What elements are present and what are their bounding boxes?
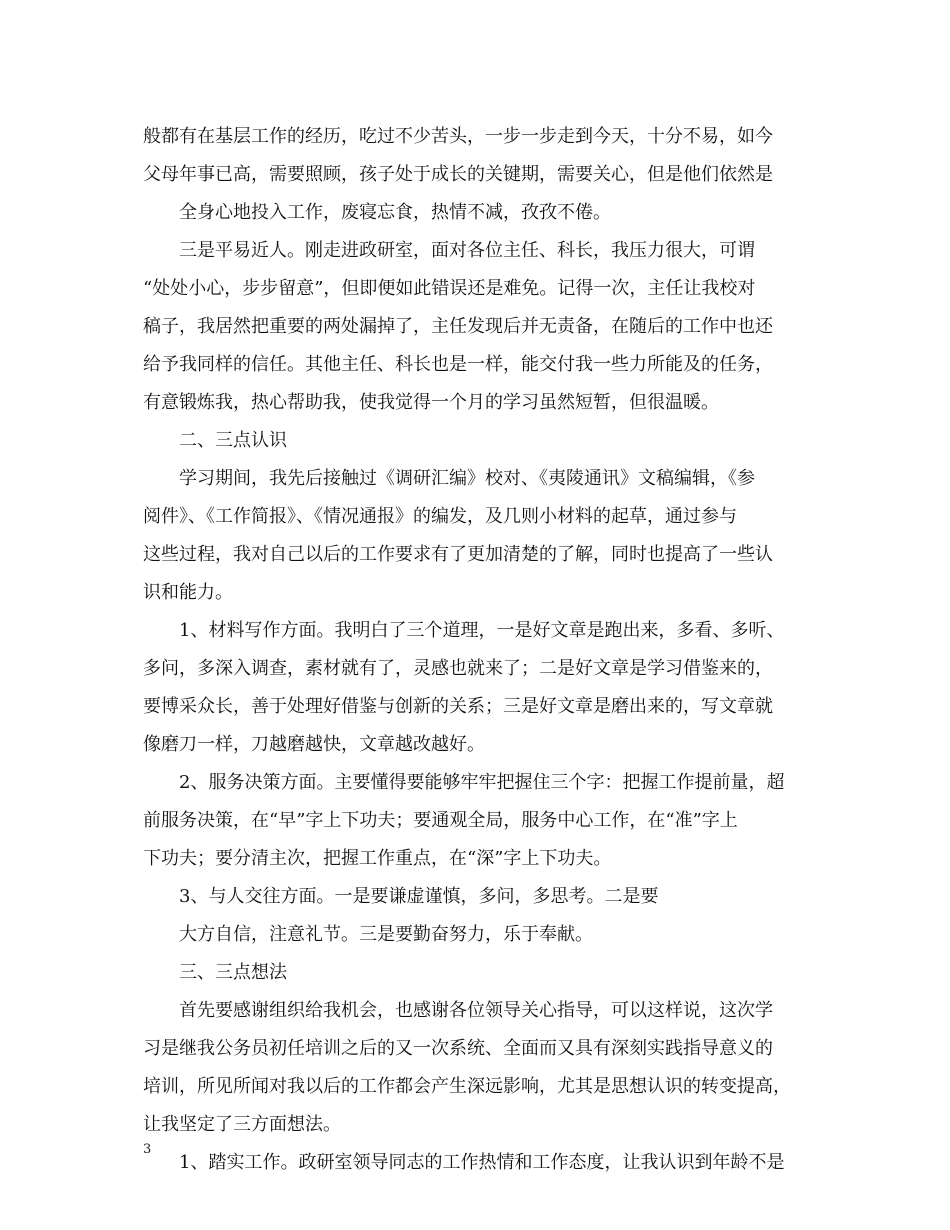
text-line: 要博采众长，善于处理好借鉴与创新的关系；三是好文章是磨出来的，写文章就 — [143, 696, 773, 717]
text-line: 阅件》、《工作简报》、《情况通报》的编发，及几则小材料的起草，通过参与 — [143, 506, 737, 527]
text-line: 3、与人交往方面。一是要谦虚谨慎，多问，多思考。二是要 — [179, 886, 659, 907]
text-line: 大方自信，注意礼节。三是要勤奋努力，乐于奉献。 — [179, 924, 593, 945]
text-line: 有意锻炼我，热心帮助我，使我觉得一个月的学习虽然短暂，但很温暖。 — [143, 392, 719, 413]
text-line: 1、材料写作方面。我明白了三个道理，一是好文章是跑出来，多看、多听、 — [179, 620, 785, 641]
text-line: 般都有在基层工作的经历，吃过不少苦头，一步一步走到今天，十分不易，如今 — [143, 126, 773, 147]
text-line: 像磨刀一样，刀越磨越快，文章越改越好。 — [143, 734, 485, 755]
text-line: 学习期间，我先后接触过《调研汇编》校对、《夷陵通讯》文稿编辑，《参 — [179, 468, 755, 489]
section-heading: 二、三点认识 — [179, 430, 287, 451]
text-line: 2、服务决策方面。主要懂得要能够牢牢把握住三个字：把握工作提前量，超 — [179, 772, 785, 793]
text-line: 1、踏实工作。政研室领导同志的工作热情和工作态度，让我认识到年龄不是 — [179, 1152, 785, 1173]
text-line: 习是继我公务员初任培训之后的又一次系统、全面而又具有深刻实践指导意义的 — [143, 1038, 773, 1059]
text-line: 全身心地投入工作，废寝忘食，热情不减，孜孜不倦。 — [179, 202, 611, 223]
text-line: 稿子，我居然把重要的两处漏掉了，主任发现后并无责备，在随后的工作中也还 — [143, 316, 773, 337]
text-line: 这些过程，我对自己以后的工作要求有了更加清楚的了解，同时也提高了一些认 — [143, 544, 773, 565]
document-body — [143, 118, 823, 1182]
text-line: 父母年事已高，需要照顾，孩子处于成长的关键期，需要关心，但是他们依然是 — [143, 164, 773, 185]
text-line: 让我坚定了三方面想法。 — [143, 1114, 341, 1135]
text-line: 识和能力。 — [143, 582, 233, 603]
text-line: “处处小心，步步留意”，但即便如此错误还是难免。记得一次，主任让我校对 — [143, 278, 756, 299]
text-line: 培训，所见所闻对我以后的工作都会产生深远影响，尤其是思想认识的转变提高， — [143, 1076, 791, 1097]
text-line: 首先要感谢组织给我机会，也感谢各位领导关心指导，可以这样说，这次学 — [179, 1000, 773, 1021]
section-heading: 三、三点想法 — [179, 962, 287, 983]
text-line: 下功夫；要分清主次，把握工作重点，在“深”字上下功夫。 — [143, 848, 612, 869]
text-line: 三是平易近人。刚走进政研室，面对各位主任、科长，我压力很大，可谓 — [179, 240, 755, 261]
page-number: 3 — [143, 1142, 152, 1157]
text-line: 多问，多深入调查，素材就有了，灵感也就来了；二是好文章是学习借鉴来的， — [143, 658, 773, 679]
text-line: 给予我同样的信任。其他主任、科长也是一样，能交付我一些力所能及的任务， — [143, 354, 773, 375]
text-line: 前服务决策，在“早”字上下功夫；要通观全局，服务中心工作，在“准”字上 — [143, 810, 738, 831]
